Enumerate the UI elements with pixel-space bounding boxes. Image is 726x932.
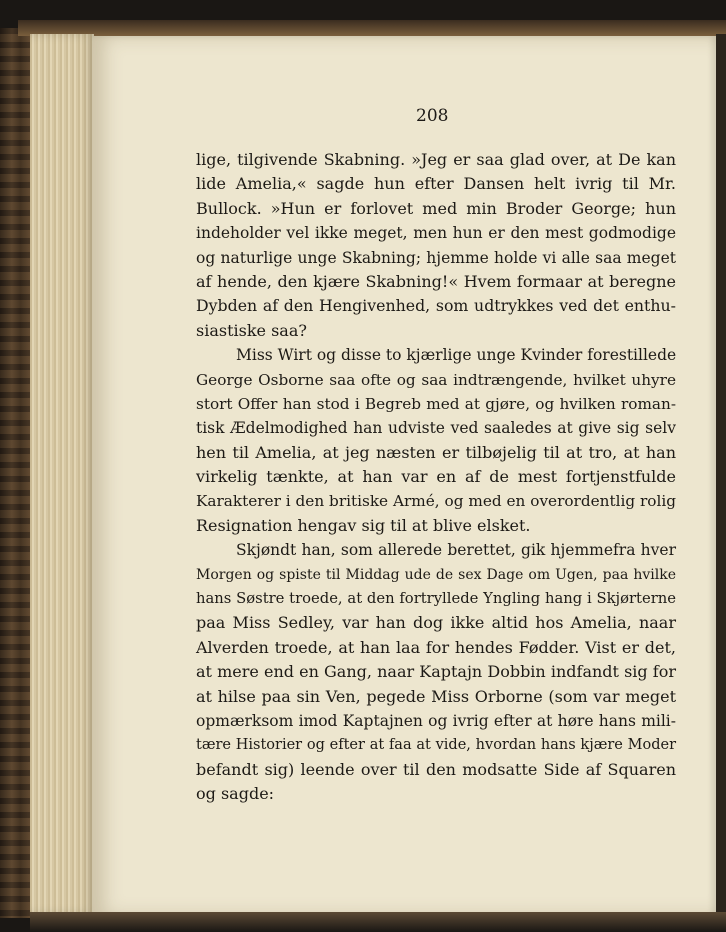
text-line: at mere end en Gang, naar Kaptajn Dobbin indfandt sig for [196,662,676,682]
text-line: Resignation hengav sig til at blive elsket. [196,515,531,535]
text-line: hen til Amelia, at jeg næsten er tilbøjelig til at tro, at han [196,442,676,462]
text-line: opmærksom imod Kaptajnen og ivrig efter at høre hans mili- [196,711,676,730]
text-line: indeholder vel ikke meget, men hun er den mest godmodige [196,224,676,243]
text-line: Skjøndt han, som allerede berettet, gik hjemmefra hver [236,541,676,560]
text-line: at hilse paa sin Ven, pegede Miss Orborne (som var meget [196,686,676,706]
text-line: stort Offer han stod i Begreb med at gjøre, og hvilken roman- [196,394,676,413]
text-line: af hende, den kjære Skabning!« Hvem formaar at beregne [196,271,676,291]
book-cover-edge [0,28,34,918]
page-number: 208 [416,106,449,126]
text-line: hans Søstre troede, at den fortryllede Yngling hang i Skjørterne [196,590,676,608]
text-line: Alverden troede, at han laa for hendes Fødder. Vist er det, [196,637,676,657]
text-line: Karakterer i den britiske Armé, og med en overordentlig rolig [196,492,676,511]
text-line: Miss Wirt og disse to kjærlige unge Kvinder forestillede [236,346,677,365]
text-line: Morgen og spiste til Middag ude de sex Dage om Ugen, paa hvilke [196,566,676,583]
page-stack-edge [30,34,94,914]
text-line: George Osborne saa ofte og saa indtrængende, hvilket uhyre [196,370,676,389]
text-line: lige, tilgivende Skabning. »Jeg er saa glad over, at De kan [196,150,676,169]
book-top-edge [18,20,726,36]
text-line: tisk Ædelmodighed han udviste ved saaledes at give sig selv [196,419,676,438]
text-line: befandt sig) leende over til den modsatte Side af Squaren [196,759,676,779]
text-line: siastiske saa? [196,320,307,340]
text-line: og naturlige unge Skabning; hjemme holde vi alle saa meget [196,248,676,267]
page-text [196,148,676,807]
book-right-edge [716,34,726,918]
text-line: Dybden af den Hengivenhed, som udtrykkes ved det enthu- [196,296,676,316]
text-line: lide Amelia,« sagde hun efter Dansen helt ivrig til Mr. [196,174,676,194]
book-bottom-edge [30,912,726,932]
text-line: og sagde: [196,784,275,804]
text-line: paa Miss Sedley, var han dog ikke altid hos Amelia, naar [196,613,676,633]
text-line: tære Historier og efter at faa at vide, hvordan hans kjære Moder [196,737,676,754]
text-line: virkelig tænkte, at han var en af de mest fortjenstfulde [196,467,676,487]
text-line: Bullock. »Hun er forlovet med min Broder George; hun [196,198,676,218]
